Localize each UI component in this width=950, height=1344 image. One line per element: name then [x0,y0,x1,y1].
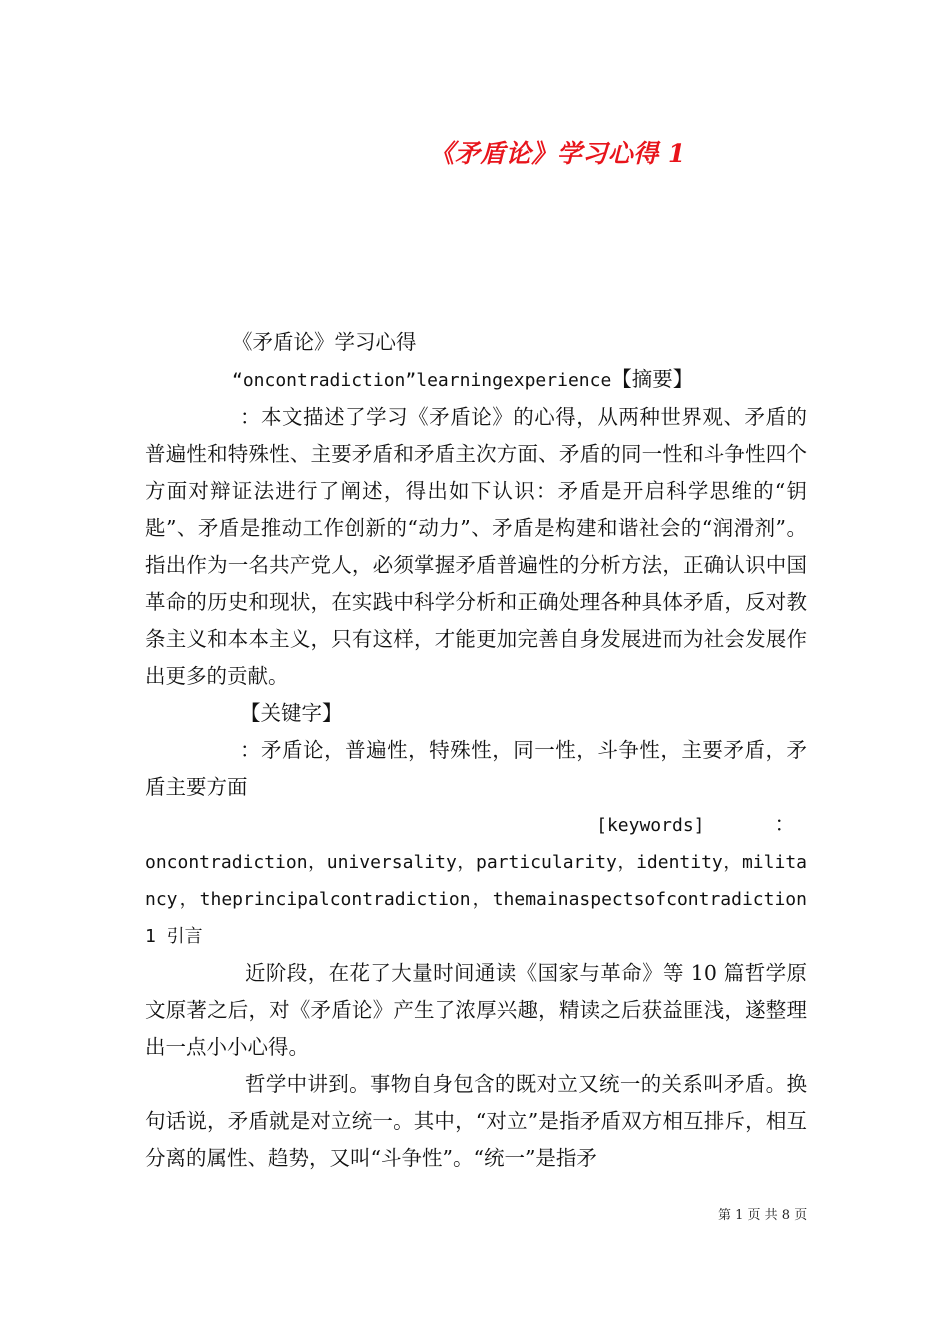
abstract-text: ：本文描述了学习《矛盾论》的心得，从两种世界观、矛盾的普遍性和特殊性、主要矛盾和矛盾主次方面、矛盾的同一性和斗争性四个方面对辩证法进行了阐述，得出如下认识：矛盾是开启科学思维的“钥匙”、矛盾是推动工作创新的“动力”、矛盾是构建和谐社会的“润滑剂”。指出作为一名共产党人，必须掌握矛盾普遍性的分析方法，正确认识中国革命的历史和现状，在实践中科学分析和正确处理各种具体矛盾，反对教条主义和本本主义，只有这样，才能更加完善自身发展进而为社会发展作出更多的贡献。 [145,405,807,688]
keywords-en-colon: ： [774,812,795,836]
keywords-text: ：矛盾论，普遍性，特殊性，同一性，斗争性，主要矛盾，矛盾主要方面 [145,738,807,799]
paragraph-2: 哲学中讲到。事物自身包含的既对立又统一的关系叫矛盾。换句话说，矛盾就是对立统一。其中，“对立”是指矛盾双方相互排斥，相互分离的属性、趋势，又叫“斗争性”。“统一”是指矛 [145,1072,807,1170]
keywords-en-label: [keywords] [596,815,705,836]
subtitle: 《矛盾论》学习心得 [232,330,417,354]
abstract-heading-line [145,361,807,399]
keywords-en-heading [145,806,807,844]
document-body [145,324,807,1177]
document-title: 《矛盾论》学习心得 1 [429,139,686,168]
page-footer: 第 1 页 共 8 页 [718,1208,808,1223]
abstract-label: 【摘要】 [611,367,694,391]
paragraph-1: 近阶段，在花了大量时间通读《国家与革命》等 10 篇哲学原文原著之后，对《矛盾论》产生了浓厚兴趣，精读之后获益匪浅，遂整理出一点小小心得。 [145,961,807,1059]
english-title: “oncontradiction”learningexperience [232,370,612,391]
keywords-label: 【关键字】 [240,701,343,725]
keywords-en-text: oncontradiction，universality，particularity，identity，militancy，theprincipalcontradiction，themainaspectsofcontradiction1 引言 [145,852,807,947]
